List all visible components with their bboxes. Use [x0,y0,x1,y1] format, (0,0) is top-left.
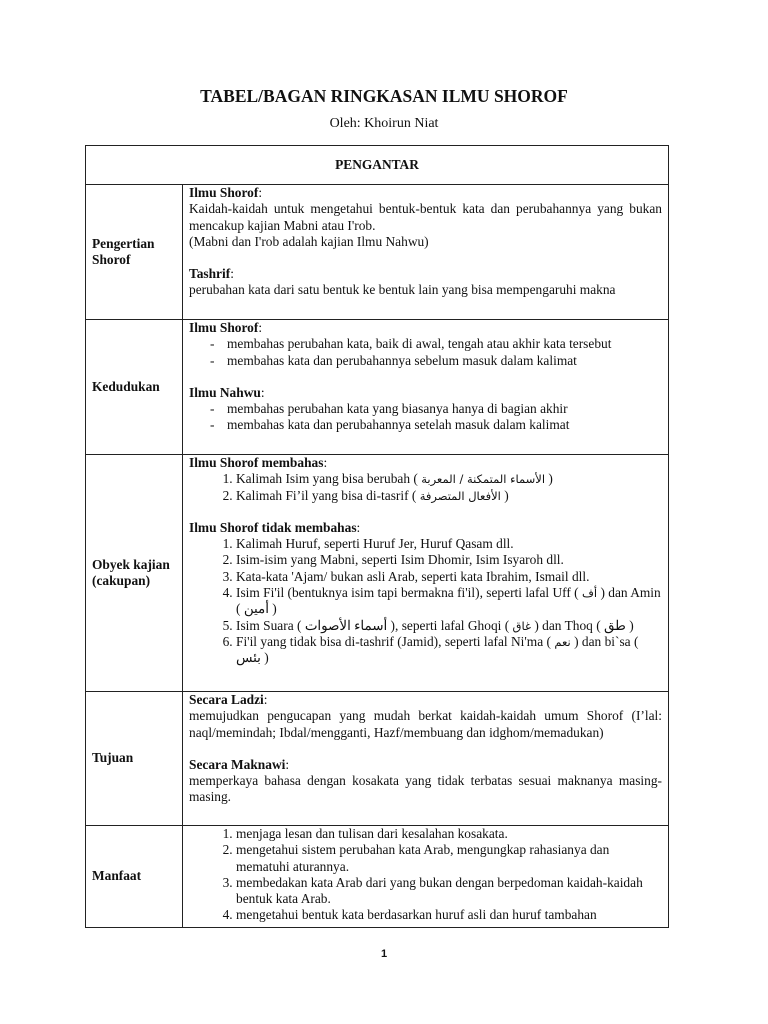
row-content-obyek: Ilmu Shorof membahas: 1. Kalimah Isim yang bisa berubah ( الأسماء المتمكنة / المعربة ) 2. Kalimah Fi’il yang bisa di-tasrif ( الأفعال المتصرفة ) Ilmu Shorof tidak membahas: 1. Kalimah Huruf, seperti Huruf Jer, Huruf Qasam dll. 2. Isim-isim yang Mabni, seperti Isim Dhomir, Isim Isyaroh dll. 3. Kata-kata 'Ajam/ bukan asli Arab, seperti kata Ibrahim, Ismail dll. 4. Isim Fi'il (bentuknya isim tapi bermakna fi'il), seperti lafal Uff ( أف ) dan Amin ( أمين ) 5. Isim Suara ( أسماء الأصوات ), seperti lafal Ghoqi ( غاق ) dan Thoq ( طق ) 6. Fi'il yang tidak bisa di-tashrif (Jamid), seperti lafal Ni'ma ( نعم ) dan bi`sa ( بئس ) [183,455,669,692]
list-item: 4. Isim Fi'il (bentuknya isim tapi bermakna fi'il), seperti lafal Uff ( أف ) dan Amin ( أمين ) [236,585,662,618]
table-header-row [86,146,669,185]
covered-list [189,471,662,504]
definition-text: Kaidah-kaidah untuk mengetahui bentuk-bentuk kata dan perubahannya yang bukan mencakup kajian Mabni atau I'rob. [189,201,662,233]
nahwu-points [189,401,662,434]
heading-shorof-membahas: Ilmu Shorof membahas [189,455,324,470]
list-item: - membahas kata dan perubahannya setelah masuk dalam kalimat [210,417,662,433]
table-row [86,455,669,692]
row-label-tujuan: Tujuan [86,692,183,826]
list-item: 2. mengetahui sistem perubahan kata Arab, mengungkap rahasianya dan mematuhi aturannya. [236,842,662,875]
heading-ilmu-shorof: Ilmu Shorof [189,320,259,335]
summary-table [85,145,669,928]
list-item: 3. membedakan kata Arab dari yang bukan dengan berpedoman kaidah-kaidah bentuk kata Arab. [236,875,662,908]
row-label-kedudukan: Kedudukan [86,320,183,455]
table-row [86,320,669,455]
table-row [86,185,669,320]
heading-shorof-tidak-membahas: Ilmu Shorof tidak membahas [189,519,357,535]
list-item: 4. mengetahui bentuk kata berdasarkan huruf asli dan huruf tambahan [236,907,662,923]
table-header: PENGANTAR [86,146,669,185]
row-label-obyek: Obyek kajian (cakupan) [86,455,183,692]
maknawi-text: memperkaya bahasa dengan kosakata yang tidak terbatas sesuai maknanya masing-masing. [189,773,662,805]
table-row [86,826,669,928]
heading-tashrif: Tashrif [189,266,231,282]
list-item: 1. Kalimah Huruf, seperti Huruf Jer, Huruf Qasam dll. [236,536,662,552]
row-content-tujuan: Secara Ladzi: memujudkan pengucapan yang mudah berkat kaidah-kaidah umum Shorof (I’lal: naql/memindah; Ibdal/mengganti, Hazf/membuang dan idghom/memadukan) Secara Maknawi: memperkaya bahasa dengan kosakata yang tidak terbatas sesuai maknanya masing-masing. [183,692,669,826]
table-row [86,692,669,826]
benefit-list [189,826,662,924]
shorof-points [189,336,662,369]
list-item: - membahas perubahan kata, baik di awal, tengah atau akhir kata tersebut [210,336,662,352]
list-item: 1. Kalimah Isim yang bisa berubah ( الأسماء المتمكنة / المعربة ) [236,471,662,487]
list-item: 2. Isim-isim yang Mabni, seperti Isim Dhomir, Isim Isyaroh dll. [236,552,662,568]
list-item: - membahas perubahan kata yang biasanya hanya di bagian akhir [210,401,662,417]
list-item: 3. Kata-kata 'Ajam/ bukan asli Arab, seperti kata Ibrahim, Ismail dll. [236,569,662,585]
note-text: (Mabni dan I'rob adalah kajian Ilmu Nahwu) [189,233,429,249]
list-item: 5. Isim Suara ( أسماء الأصوات ), seperti lafal Ghoqi ( غاق ) dan Thoq ( طق ) [236,618,662,634]
document-author: Oleh: Khoirun Niat [329,116,439,131]
document-title: TABEL/BAGAN RINGKASAN ILMU SHOROF [200,86,568,106]
excluded-list [189,536,662,666]
heading-secara-maknawi: Secara Maknawi [189,756,286,772]
row-content-manfaat [183,826,669,928]
row-content-kedudukan: Ilmu Shorof: - membahas perubahan kata, baik di awal, tengah atau akhir kata tersebut - membahas kata dan perubahannya sebelum masuk dalam kalimat Ilmu Nahwu: - membahas perubahan kata yang biasanya hanya di bagian akhir - membahas kata dan perubahannya setelah masuk dalam kalimat [183,320,669,455]
page-number: 1 [380,948,388,960]
list-item: 2. Kalimah Fi’il yang bisa di-tasrif ( الأفعال المتصرفة ) [236,488,662,504]
ladzi-text: memujudkan pengucapan yang mudah berkat kaidah-kaidah umum Shorof (I’lal: naql/memindah; Ibdal/mengganti, Hazf/membuang dan idghom/memadukan) [189,708,662,740]
heading-secara-ladzi: Secara Ladzi [189,692,264,707]
list-item: - membahas kata dan perubahannya sebelum masuk dalam kalimat [210,353,662,369]
list-item: 6. Fi'il yang tidak bisa di-tashrif (Jamid), seperti lafal Ni'ma ( نعم ) dan bi`sa ( بئس ) [236,634,662,667]
row-label-manfaat: Manfaat [86,826,183,928]
row-content-pengertian: Ilmu Shorof: Kaidah-kaidah untuk mengetahui bentuk-bentuk kata dan perubahannya yang bukan mencakup kajian Mabni atau I'rob. (Mabni dan I'rob adalah kajian Ilmu Nahwu) Tashrif: perubahan kata dari satu bentuk ke bentuk lain yang bisa mempengaruhi makna [183,185,669,320]
heading-ilmu-shorof: Ilmu Shorof [189,185,259,200]
list-item: 1. menjaga lesan dan tulisan dari kesalahan kosakata. [236,826,662,842]
tashrif-text: perubahan kata dari satu bentuk ke bentuk lain yang bisa mempengaruhi makna [189,282,616,298]
row-label-pengertian: Pengertian Shorof [86,185,183,320]
heading-ilmu-nahwu: Ilmu Nahwu [189,384,261,400]
